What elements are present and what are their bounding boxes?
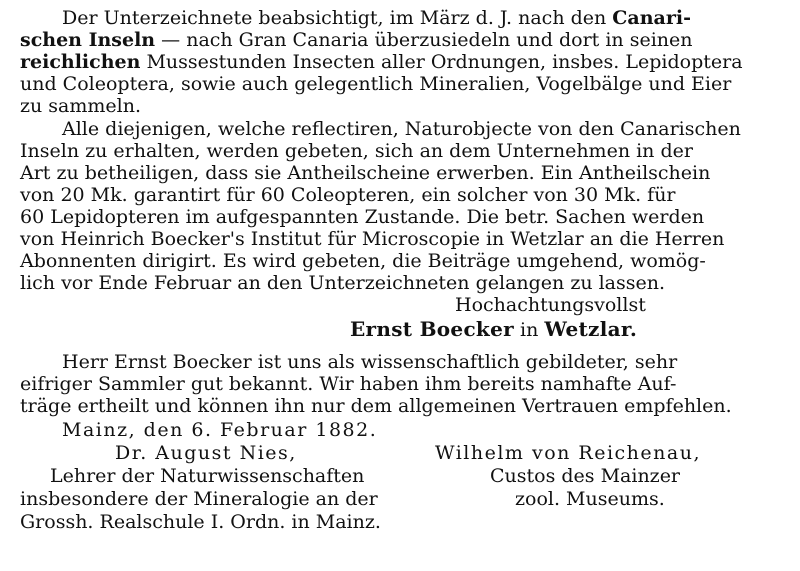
canari-bold: Canari- bbox=[612, 7, 691, 29]
para2-line6: von Heinrich Boecker's Institut für Microscopie in Wetzlar an die Herren bbox=[20, 228, 725, 250]
closing-greeting: Hochachtungsvollst bbox=[455, 294, 646, 316]
signature-place: Wetzlar. bbox=[544, 317, 638, 341]
endorsement-line1: Herr Ernst Boecker ist uns als wissenschaftlich gebildeter, sehr bbox=[62, 351, 678, 373]
para2-line8: lich vor Ende Februar an den Unterzeichneten gelangen zu lassen. bbox=[20, 272, 666, 294]
para1-line2-text: — nach Gran Canaria überzusiedeln und dort in seinen bbox=[155, 29, 693, 51]
reichlichen-bold: reichlichen bbox=[20, 51, 141, 73]
signer-left-name: Dr. August Nies, bbox=[115, 442, 297, 464]
endorsement-date: Mainz, den 6. Februar 1882. bbox=[62, 419, 378, 441]
signer-left-title1: Lehrer der Naturwissenschaften bbox=[50, 465, 365, 487]
para2-line4: von 20 Mk. garantirt für 60 Coleopteren, ein solcher von 30 Mk. für bbox=[20, 184, 676, 206]
para2-line1: Alle diejenigen, welche reflectiren, Naturobjecte von den Canarischen bbox=[62, 118, 741, 140]
signer-right-name: Wilhelm von Reichenau, bbox=[435, 442, 702, 464]
signature-line bbox=[350, 318, 637, 341]
para1-line4: und Coleoptera, sowie auch gelegentlich Mineralien, Vogelbälge und Eier bbox=[20, 73, 732, 95]
para2-line5: 60 Lepidopteren im aufgespannten Zustande. Die betr. Sachen werden bbox=[20, 206, 705, 228]
para1-line1 bbox=[62, 7, 691, 29]
para1-line3-text: Mussestunden Insecten aller Ordnungen, insbes. Lepidoptera bbox=[140, 51, 743, 73]
endorsement-line2: eifriger Sammler gut bekannt. Wir haben ihm bereits namhafte Auf- bbox=[20, 373, 677, 395]
signer-left-title2: insbesondere der Mineralogie an der bbox=[20, 488, 378, 510]
signer-right-title2: zool. Museums. bbox=[515, 488, 665, 510]
signature-in: in bbox=[513, 319, 545, 341]
signer-right-title1: Custos des Mainzer bbox=[490, 465, 681, 487]
endorsement-line3: träge ertheilt und können ihn nur dem allgemeinen Vertrauen empfehlen. bbox=[20, 395, 732, 417]
para1-line1-text: Der Unterzeichnete beabsichtigt, im März d. J. nach den bbox=[62, 7, 613, 29]
signature-name: Ernst Boecker bbox=[350, 317, 514, 341]
para2-line2: Inseln zu erhalten, werden gebeten, sich an dem Unternehmen in der bbox=[20, 140, 693, 162]
para1-line3 bbox=[20, 51, 743, 73]
para2-line7: Abonnenten dirigirt. Es wird gebeten, die Beiträge umgehend, womög- bbox=[20, 250, 706, 272]
para1-line2 bbox=[20, 29, 693, 51]
inseln-bold: schen Inseln bbox=[20, 29, 156, 51]
signer-left-title3: Grossh. Realschule I. Ordn. in Mainz. bbox=[20, 511, 381, 533]
para1-line5: zu sammeln. bbox=[20, 95, 141, 117]
para2-line3: Art zu betheiligen, dass sie Antheilscheine erwerben. Ein Antheilschein bbox=[20, 162, 711, 184]
